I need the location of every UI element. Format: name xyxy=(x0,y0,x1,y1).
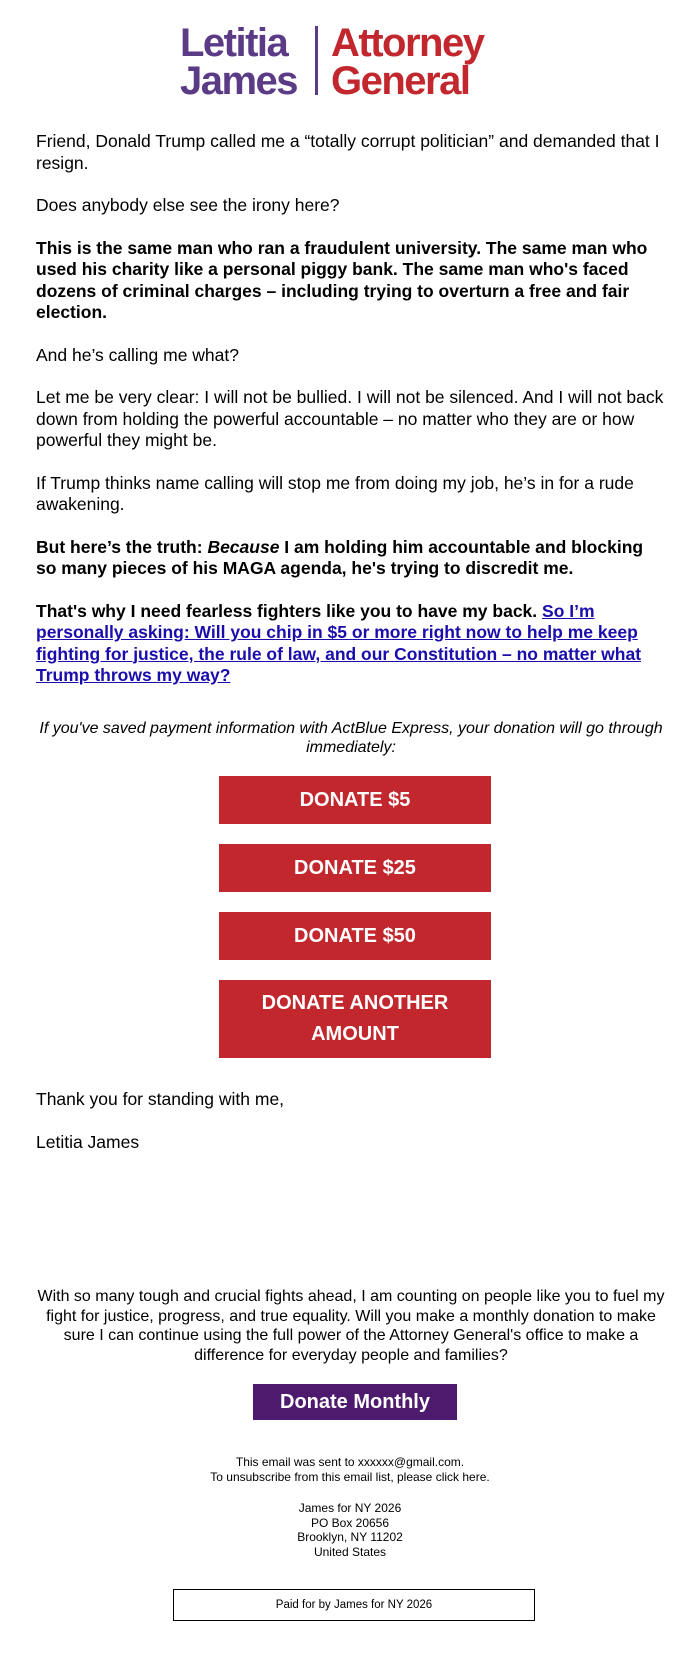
monthly-appeal-text: With so many tough and crucial fights ahead, I am counting on people like you to fuel my fight for justice, progress, and true equality. Will you make a monthly donation to make sure I can continue using the full power of the Attorney General's office to make a difference for everyday people and families? xyxy=(37,1288,665,1364)
body-paragraph-3: This is the same man who ran a fraudulent university. The same man who used his charity like a personal piggy bank. The same man who's faced dozens of criminal charges – including trying to overturn a free and fair election. xyxy=(36,237,648,322)
donate-5-label: DONATE $5 xyxy=(299,788,411,811)
footer-notice xyxy=(0,1455,700,1484)
logo-title-line1: Attorney xyxy=(331,22,484,65)
logo-graphic xyxy=(180,22,520,98)
sent-prefix: This email was sent to xyxy=(235,1455,358,1469)
unsub-prefix: To unsubscribe from this email list, please xyxy=(210,1469,436,1484)
campaign-logo xyxy=(0,22,700,102)
chip-in-link[interactable]: So I’m personally asking: Will you chip in $5 or more right now to help me keep fighting for justice, the rule of law, and our Constitution – no matter what Trump throws my way? xyxy=(36,600,642,685)
unsubscribe-link[interactable]: click here xyxy=(435,1469,487,1484)
logo-last-name: James xyxy=(180,59,298,98)
address-line-2: PO Box 20656 xyxy=(310,1515,390,1530)
logo-divider xyxy=(315,26,318,95)
address-line-4: United States xyxy=(313,1544,387,1559)
email-body xyxy=(36,131,666,708)
logo-first-name: Letitia xyxy=(180,22,288,65)
truth-lead: But here’s the truth: xyxy=(36,536,208,557)
address-line-3: Brooklyn, NY 11202 xyxy=(297,1530,403,1544)
address-line-1: James for NY 2026 xyxy=(298,1501,402,1515)
sent-suffix: . xyxy=(460,1455,465,1469)
body-paragraph-4: And he’s calling me what? xyxy=(36,344,239,365)
fighters-lead: That's why I need fearless fighters like you to have my back. xyxy=(36,600,543,621)
mailing-address xyxy=(0,1501,700,1559)
donate-25-label: DONATE $25 xyxy=(294,856,416,879)
donate-other-label-line2: AMOUNT xyxy=(311,1023,399,1045)
body-paragraph-2: Does anybody else see the irony here? xyxy=(36,195,340,215)
body-paragraph-1: Friend, Donald Trump called me a “totally corrupt politician” and demanded that I resign. xyxy=(36,131,660,173)
actblue-express-note: If you've saved payment information with ActBlue Express, your donation will go through immediately: xyxy=(39,720,663,756)
paid-for-disclaimer: Paid for by James for NY 2026 xyxy=(173,1589,535,1621)
sent-to-line xyxy=(0,1455,700,1470)
body-paragraph-8 xyxy=(36,601,666,687)
donate-other-amount-button[interactable] xyxy=(219,980,491,1058)
unsub-suffix: . xyxy=(486,1469,490,1484)
donate-monthly-button[interactable]: Donate Monthly xyxy=(253,1384,457,1420)
body-paragraph-7 xyxy=(36,537,666,580)
closing-thanks: Thank you for standing with me, xyxy=(36,1089,285,1109)
donate-25-button[interactable] xyxy=(219,844,491,892)
recipient-email: xxxxxx@gmail.com xyxy=(357,1455,461,1469)
signature: Letitia James xyxy=(36,1132,140,1152)
donate-other-label-line1: DONATE ANOTHER xyxy=(261,992,449,1014)
because-emphasis: Because xyxy=(207,536,280,557)
logo-title-line2: General xyxy=(331,59,470,98)
donate-50-button[interactable] xyxy=(219,912,491,960)
truth-rest: I am holding him accountable and blocking so many pieces of his MAGA agenda, he's trying to discredit me. xyxy=(36,536,644,578)
donate-50-label: DONATE $50 xyxy=(294,924,416,947)
unsubscribe-line xyxy=(0,1470,700,1485)
body-paragraph-6: If Trump thinks name calling will stop me from doing my job, he’s in for a rude awakening. xyxy=(36,472,634,514)
donate-5-button[interactable] xyxy=(219,776,491,824)
body-paragraph-5: Let me be very clear: I will not be bullied. I will not be silenced. And I will not back down from holding the powerful accountable – no matter who they are or how powerful they might be. xyxy=(36,387,664,450)
